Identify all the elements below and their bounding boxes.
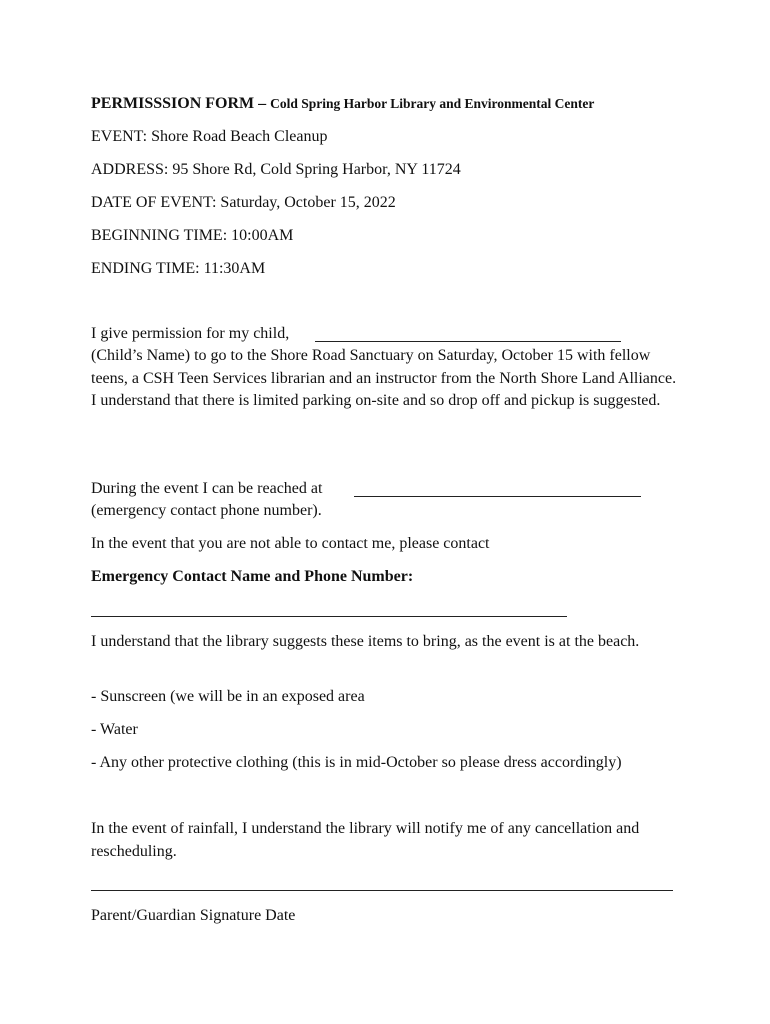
emergency-contact-label: Emergency Contact Name and Phone Number: [91,568,414,585]
signature-label: Parent/Guardian Signature Date [91,907,296,924]
form-title-dash: – [254,95,271,112]
event-end-time: ENDING TIME: 11:30AM [91,260,266,277]
form-title [91,93,594,116]
contact-alternate: In the event that you are not able to contact me, please contact [91,535,490,552]
event-begin-time: BEGINNING TIME: 10:00AM [91,227,294,244]
form-title-main: PERMISSSION FORM [91,95,255,112]
signature-blank[interactable] [91,890,673,891]
emergency-contact-blank[interactable] [91,616,567,617]
permission-lead-text: I give permission for my child, [91,325,290,342]
rainfall-notice: In the event of rainfall, I understand the library will notify me of any cancellation and rescheduling. [91,820,640,860]
permission-lead [91,323,289,346]
form-title-organization: Cold Spring Harbor Library and Environmental Center [270,96,595,111]
list-item: - Water [91,721,138,738]
event-address: ADDRESS: 95 Shore Rd, Cold Spring Harbor, NY 11724 [91,161,461,178]
list-item: - Sunscreen (we will be in an exposed area [91,688,365,705]
contact-reach-note: (emergency contact phone number). [91,502,322,519]
items-intro: I understand that the library suggests these items to bring, as the event is at the beach. [91,633,640,650]
list-item: - Any other protective clothing (this is in mid-October so please dress accordingly) [91,754,622,771]
event-name: EVENT: Shore Road Beach Cleanup [91,128,328,145]
event-date: DATE OF EVENT: Saturday, October 15, 2022 [91,194,396,211]
contact-phone-blank[interactable] [354,496,641,497]
permission-body: (Child’s Name) to go to the Shore Road Sanctuary on Saturday, October 15 with fellow teens, a CSH Teen Services librarian and an instructor from the North Shore Land Alliance. I understand that there is limited parking on-site and so drop off and pickup is suggested. [91,347,677,409]
contact-reach-lead: During the event I can be reached at [91,480,323,497]
child-name-blank[interactable] [315,341,621,342]
